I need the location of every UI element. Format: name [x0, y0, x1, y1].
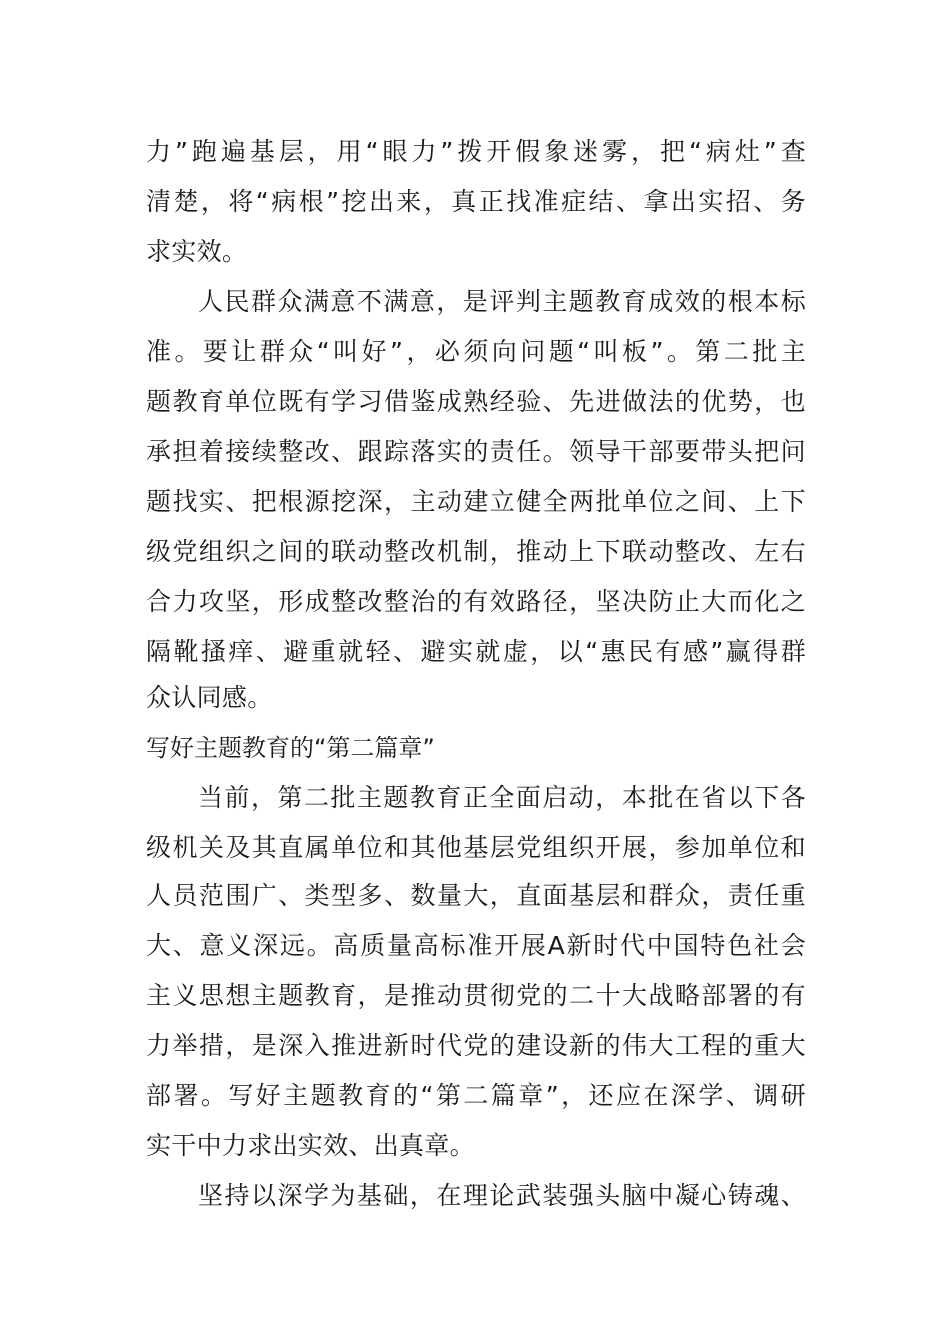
text-line: 主义思想主题教育，是推动贯彻党的二十大战略部署的有	[146, 981, 806, 1010]
text-line: 准。要让群众“叫好”，必须向问题“叫板”。第二批主	[146, 337, 806, 366]
section-heading: 写好主题教育的“第二篇章”	[146, 734, 435, 762]
text-line: 题找实、把根源挖深，主动建立健全两批单位之间、上下	[146, 487, 806, 516]
text-line: 力”跑遍基层，用“眼力”拨开假象迷雾，把“病灶”查	[146, 137, 806, 166]
text-line: 力举措，是深入推进新时代党的建设新的伟大工程的重大	[146, 1031, 806, 1060]
text-line: 坚持以深学为基础，在理论武装强头脑中凝心铸魂、	[198, 1181, 806, 1210]
text-line: 级机关及其直属单位和其他基层党组织开展，参加单位和	[146, 833, 806, 862]
text-line: 众认同感。	[146, 683, 273, 712]
text-line: 人员范围广、类型多、数量大，直面基层和群众，责任重	[146, 881, 806, 910]
text-line: 级党组织之间的联动整改机制，推动上下联动整改、左右	[146, 537, 806, 566]
text-line: 当前，第二批主题教育正全面启动，本批在省以下各	[198, 783, 806, 812]
text-line: 合力攻坚，形成整改整治的有效路径，坚决防止大而化之	[146, 587, 806, 616]
text-line: 求实效。	[146, 237, 248, 266]
text-line: 清楚，将“病根”挖出来，真正找准症结、拿出实招、务	[146, 187, 806, 216]
text-line: 题教育单位既有学习借鉴成熟经验、先进做法的优势，也	[146, 387, 806, 416]
text-line: 承担着接续整改、跟踪落实的责任。领导干部要带头把问	[146, 437, 806, 466]
text-line: 隔靴搔痒、避重就轻、避实就虚，以“惠民有感”赢得群	[146, 637, 806, 666]
text-line: 实干中力求出实效、出真章。	[146, 1131, 475, 1160]
text-line: 部署。写好主题教育的“第二篇章”，还应在深学、调研	[146, 1081, 806, 1110]
text-line: 人民群众满意不满意，是评判主题教育成效的根本标	[198, 287, 806, 316]
text-line: 大、意义深远。高质量高标准开展A新时代中国特色社会	[146, 931, 806, 960]
